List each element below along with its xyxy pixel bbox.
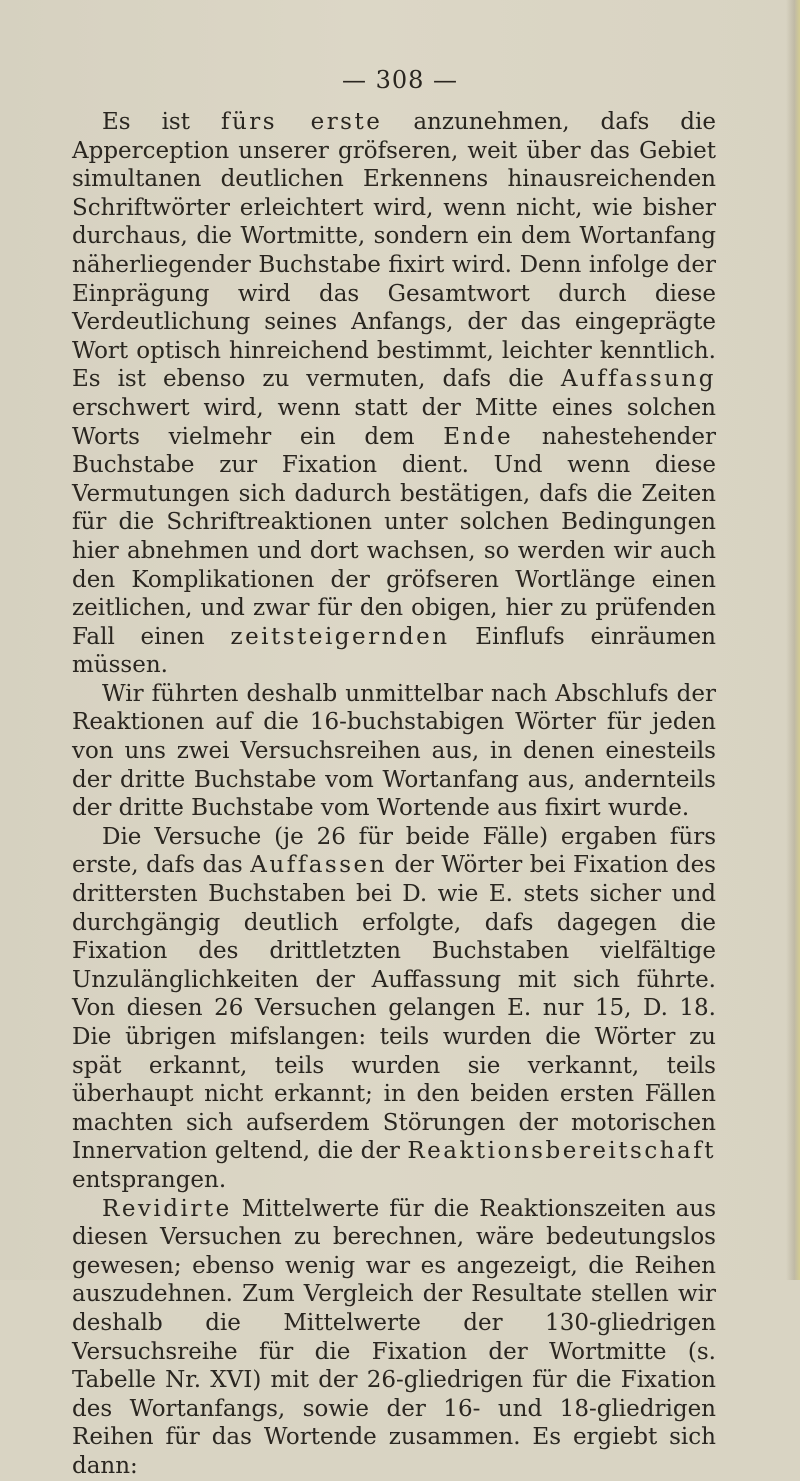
paragraph	[72, 823, 716, 1195]
emphasized-text: Reaktionsbereitschaft	[407, 1138, 716, 1165]
text-run: Die Versuche (je 26 für beide Fälle) ergaben fürs erste, dafs das	[72, 823, 716, 879]
emphasized-text: Ende	[443, 423, 514, 450]
text-run: erschwert wird, wenn statt der Mitte eines solchen Worts vielmehr ein dem	[72, 394, 716, 450]
paragraph	[72, 1195, 716, 1481]
text-run: anzunehmen, dafs die Apperception unserer gröfseren, weit über das Gebiet simultanen deutlichen Erkennens hinausreichenden Schriftwörter erleichtert wird, wenn nicht, wie bisher durchaus, die Wortmitte, sondern ein dem Wortanfang näherliegender Buchstabe fixirt wird. Denn infolge der Einprägung wird das Gesamtwort durch diese Verdeutlichung seines Anfangs, der das eingeprägte Wort optisch hinreichend bestimmt, leichter kenntlich. Es ist ebenso zu vermuten, dafs die	[72, 109, 716, 393]
text-run: Es ist	[102, 109, 221, 135]
text-run: entsprangen.	[72, 1166, 227, 1193]
emphasized-text: fürs erste	[220, 109, 383, 135]
text-run: nahestehender Buchstabe zur Fixation dient. Und wenn diese Vermutungen sich dadurch bestätigen, dafs die Zeiten für die Schriftreaktionen unter solchen Bedingungen hier abnehmen und dort wachsen, so werden wir auch den Komplikationen der gröfseren Wortlänge einen zeitlichen, und zwar für den obigen, hier zu prüfenden Fall einen	[72, 423, 717, 650]
emphasized-text: Revidirte	[102, 1195, 232, 1222]
emphasized-text: Auffassung	[560, 366, 716, 393]
paragraph	[72, 680, 716, 823]
text-run: Mittelwerte für die Reaktionszeiten aus diesen Versuchen zu berechnen, wäre bedeutungslos gewesen; ebenso wenig war es angezeigt, die Reihen auszudehnen. Zum Vergleich der Resultate stellen wir deshalb die Mittelwerte der 130-gliedrigen Versuchsreihe für die Fixation der Wortmitte (s. Tabelle Nr. XVI) mit der 26-gliedrigen für die Fixation des Wortanfangs, sowie der 16- und 18-gliedrigen Reihen für das Wortende zusammen. Es ergiebt sich dann:	[72, 1195, 716, 1479]
paragraph	[72, 108, 716, 680]
body-text	[72, 108, 716, 1481]
text-run: Einflufs einräumen müssen.	[72, 623, 716, 679]
page-edge-shadow	[786, 0, 800, 1280]
text-run: der Wörter bei Fixation des drittersten Buchstaben bei D. wie E. stets sicher und durchgängig deutlich erfolgte, dafs dagegen die Fixation des drittletzten Buchstaben vielfältige Unzulänglichkeiten der Auffassung mit sich führte. Von diesen 26 Versuchen gelangen E. nur 15, D. 18. Die übrigen mifslangen: teils wurden die Wörter zu spät erkannt, teils wurden sie verkannt, teils überhaupt nicht erkannt; in den beiden ersten Fällen machten sich aufserdem Störungen der motorischen Innervation geltend, die der	[72, 852, 716, 1165]
emphasized-text: Auffassen	[250, 852, 387, 879]
emphasized-text: zeitsteigernden	[230, 623, 450, 650]
text-run: Wir führten deshalb unmittelbar nach Abschlufs der Reaktionen auf die 16-buchstabigen Wörter für jeden von uns zwei Versuchsreihen aus, in denen einesteils der dritte Buchstabe vom Wortanfang aus, andernteils der dritte Buchstabe vom Wortende aus fixirt wurde.	[72, 680, 716, 822]
page-number: — 308 —	[341, 66, 459, 94]
